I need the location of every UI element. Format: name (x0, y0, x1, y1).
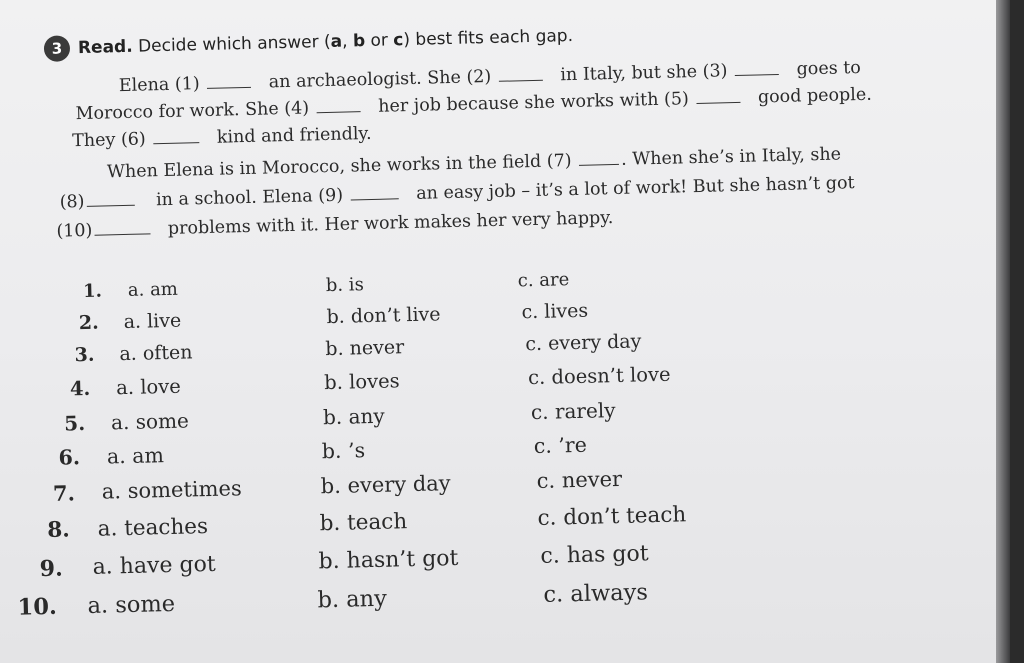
question-number: 7. (52, 480, 76, 506)
gap-9 (350, 184, 398, 200)
option-letter-a: a (330, 31, 343, 52)
passage-text: problems with it. Her work makes her very happy. (167, 208, 614, 239)
option-a: a. live (123, 309, 182, 334)
page-edge-shadow (996, 0, 1010, 663)
option-a: a. sometimes (101, 476, 242, 504)
instruction-text-2: ) best fits each gap. (403, 25, 574, 51)
gap-6 (153, 128, 199, 144)
question-number: 5. (63, 411, 86, 436)
passage-text: Morocco for work. She (4) (75, 98, 310, 125)
passage-text: an easy job – it’s a lot of work! But she hasn’t got (415, 173, 855, 204)
option-a: a. teaches (97, 514, 209, 542)
passage-text: goes to (796, 57, 862, 80)
passage-text: When Elena is in Morocco, she works in the field (7) (106, 151, 572, 183)
option-c: c. are (517, 269, 570, 292)
option-a: a. love (115, 374, 182, 400)
option-c: c. always (543, 579, 649, 608)
option-c: c. ’re (533, 432, 588, 459)
option-b: b. any (317, 585, 388, 614)
exercise-heading (44, 23, 574, 62)
question-number: 3. (74, 343, 95, 367)
instruction-text-1: Decide which answer ( (137, 31, 331, 57)
option-b: b. is (325, 274, 365, 297)
option-b: b. any (322, 403, 385, 430)
option-b: b. teach (319, 509, 408, 537)
option-c: c. never (536, 466, 623, 493)
passage-text: in Italy, but she (3) (560, 61, 728, 86)
question-number: 6. (58, 445, 81, 470)
instruction-or: or (364, 30, 394, 52)
option-a: a. am (127, 278, 179, 301)
option-a: a. some (110, 408, 190, 435)
question-number: 9. (39, 555, 63, 583)
option-c: c. rarely (530, 398, 616, 425)
gap-2 (499, 66, 543, 82)
passage-text: (10) (56, 220, 93, 242)
question-number: 10. (17, 593, 58, 621)
option-c: c. don’t teach (537, 502, 687, 531)
option-c: c. every day (525, 330, 642, 356)
passage-text: Elena (1) (118, 74, 200, 97)
passage-text: . When she’s in Italy, she (620, 144, 842, 170)
option-c: c. has got (540, 541, 649, 569)
option-b: b. loves (323, 369, 400, 395)
passage-text: They (6) (71, 129, 147, 152)
option-a: a. some (87, 590, 176, 619)
exercise-number-badge: 3 (44, 35, 71, 62)
gap-8 (86, 191, 134, 207)
question-number: 4. (69, 376, 91, 401)
option-b: b. every day (320, 471, 451, 499)
option-letter-b: b (352, 31, 366, 52)
option-a: a. have got (92, 551, 216, 580)
question-number: 2. (78, 311, 99, 335)
option-a: a. am (106, 443, 165, 469)
passage-text: her job because she works with (5) (377, 89, 690, 117)
gap-1 (207, 73, 251, 89)
option-a: a. often (119, 341, 193, 366)
passage-line-3 (72, 124, 372, 151)
passage-text: (8) (59, 191, 85, 213)
passage-text: an archaeologist. She (2) (268, 66, 492, 93)
passage-text: kind and friendly. (216, 123, 372, 148)
gap-4 (316, 97, 360, 113)
question-number: 1. (82, 280, 103, 303)
question-number: 8. (46, 517, 71, 543)
gap-7 (579, 150, 619, 166)
option-c: c. doesn’t love (527, 362, 671, 390)
gap-3 (735, 60, 779, 76)
passage-text: good people. (757, 84, 873, 108)
option-b: b. don’t live (326, 303, 441, 329)
option-letter-c: c (393, 30, 404, 51)
gap-5 (696, 88, 740, 104)
instruction-bold: Read. (77, 36, 133, 59)
passage-text: in a school. Elena (9) (155, 185, 344, 211)
option-b: b. ’s (321, 438, 366, 464)
gap-10 (94, 219, 150, 235)
option-c: c. lives (521, 299, 589, 324)
passage-line-6 (56, 208, 613, 242)
option-b: b. never (325, 336, 405, 361)
instruction-comma: , (341, 31, 354, 52)
option-b: b. hasn’t got (318, 545, 459, 575)
